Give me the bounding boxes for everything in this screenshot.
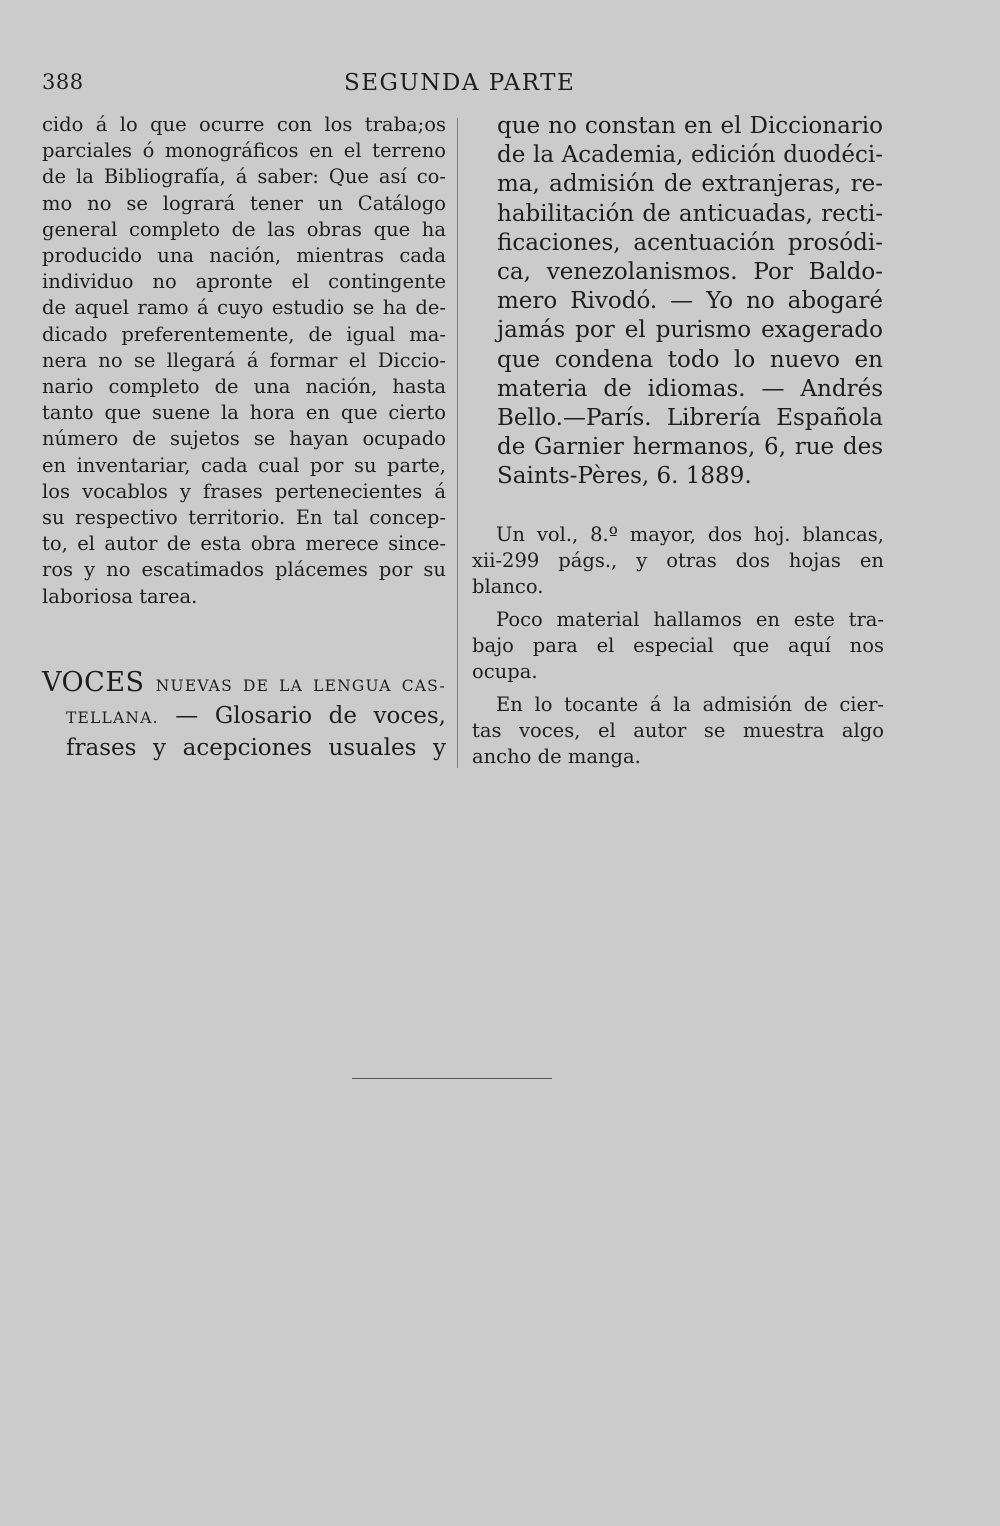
text-line: jamás por el purismo exagerado: [497, 317, 883, 344]
entry-title-smallcaps: NUEVAS DE LA LENGUA CAS-: [155, 677, 446, 695]
column-divider: [457, 118, 458, 768]
text-line: mo no se logrará tener un Catálogo: [42, 191, 446, 215]
text-line: los vocablos y frases pertenecientes á: [42, 479, 446, 503]
note-paragraph: [472, 692, 884, 770]
entry-title-line: [42, 668, 446, 701]
text-line: bajo para el especial que aquí nos: [472, 634, 884, 657]
text-line: nera no se llegará á formar el Diccio-: [42, 348, 446, 372]
section-rule: [352, 1078, 552, 1079]
text-line: de la Academia, edición duodéci-: [497, 142, 883, 169]
text-line: dicado preferentemente, de igual ma-: [42, 322, 446, 346]
entry-continuation: [497, 112, 883, 492]
left-column-text: [42, 112, 446, 610]
text-line: ros y no escatimados plácemes por su: [42, 558, 446, 582]
text-line: ficaciones, acentuación prosódi-: [497, 229, 883, 256]
text-line: de la Bibliografía, á saber: Que así co-: [42, 165, 446, 189]
text-line: su respectivo territorio. En tal concep-: [42, 506, 446, 530]
page-number: 388: [42, 70, 84, 94]
text-line: Bello.—París. Librería Española: [497, 405, 883, 432]
physical-description: [472, 522, 884, 600]
text-line: materia de idiomas. — Andrés: [497, 375, 883, 402]
text-line: general completo de las obras que ha: [42, 217, 446, 241]
entry-title-word: VOCES: [42, 667, 145, 698]
text-line: número de sujetos se hayan ocupado: [42, 427, 446, 451]
entry-title-smallcaps: TELLANA.: [66, 709, 159, 727]
text-line: nario completo de una nación, hasta: [42, 375, 446, 399]
text-line: mero Rivodó. — Yo no abogaré: [497, 288, 883, 315]
note-paragraph: [472, 607, 884, 685]
entry-notes: [472, 522, 884, 770]
text-line: tanto que suene la hora en que cierto: [42, 401, 446, 425]
text-line: ca, venezolanismos. Por Baldo-: [497, 259, 883, 286]
text-line: de aquel ramo á cuyo estudio se ha de-: [42, 296, 446, 320]
text-line: laboriosa tarea.: [42, 584, 198, 608]
text-line: blanco.: [472, 575, 544, 598]
text-line: en inventariar, cada cual por su parte,: [42, 453, 446, 477]
text-line: Saints-Pères, 6. 1889.: [497, 463, 752, 490]
text-line: to, el autor de esta obra merece since-: [42, 532, 446, 556]
entry-subtitle: — Glosario de voces,: [158, 703, 446, 729]
text-line: En lo tocante á la admisión de cier-: [496, 693, 884, 716]
text-line: producido una nación, mientras cada: [42, 244, 446, 268]
text-line: ancho de manga.: [472, 745, 641, 768]
text-line: que condena todo lo nuevo en: [497, 346, 883, 373]
text-line: habilitación de anticuadas, recti-: [497, 200, 883, 227]
running-title: SEGUNDA PARTE: [344, 70, 576, 96]
text-line: xii-299 págs., y otras dos hojas en: [472, 549, 884, 572]
bibliographic-entry-heading: [42, 668, 446, 763]
text-line: ocupa.: [472, 660, 538, 683]
text-line: Un vol., 8.º mayor, dos hoj. blancas,: [496, 523, 884, 546]
text-line: Poco material hallamos en este tra-: [496, 608, 884, 631]
text-line: de Garnier hermanos, 6, rue des: [497, 434, 883, 461]
text-line: parciales ó monográficos en el terreno: [42, 139, 446, 163]
text-line: ma, admisión de extranjeras, re-: [497, 171, 883, 198]
text-line: tas voces, el autor se muestra algo: [472, 719, 884, 742]
text-line: individuo no apronte el contingente: [42, 270, 446, 294]
entry-title-line: [42, 701, 446, 733]
text-line: cido á lo que ocurre con los traba;os: [42, 113, 446, 136]
entry-title-line: frases y acepciones usuales y: [66, 735, 446, 761]
text-line: que no constan en el Diccionario: [497, 113, 883, 139]
